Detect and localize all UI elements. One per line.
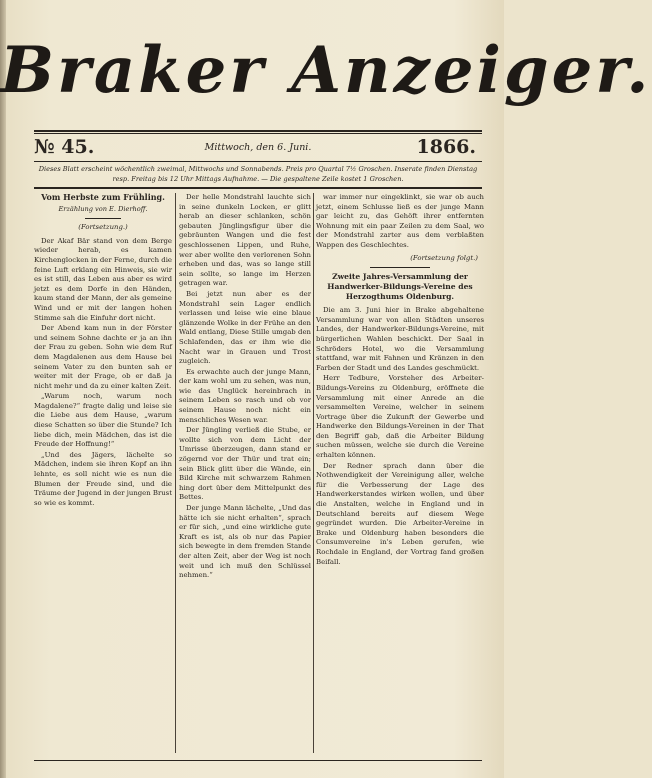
article-paragraph: Der Abend kam nun in der Förster und seinem Sohne dachte er ja an ihn der Frau zu geben. Sohn wie dem Ruf dem Magdalenen aus dem Hause bei seinem Vater zu den bunten sah er weiter mit der Frage, ob er daß ja nicht mehr und da zu einer kalten Zeit. bbox=[34, 324, 172, 390]
section-rule bbox=[370, 267, 430, 268]
to-be-continued: (Fortsetzung folgt.) bbox=[410, 253, 478, 262]
column-1 bbox=[34, 193, 172, 509]
article-paragraph: Der junge Mann lächelte, „Und das hätte ich sie nicht erhalten“, sprach er für sich, „und eine wirkliche gute Kraft es ist, als ob nur das Papier sich bewegte in dem fremden Stande der alten Zeit, aber der Weg ist noch weit und ich muß den Schlüssel nehmen.“ bbox=[179, 504, 311, 580]
issue-year: 1866. bbox=[416, 136, 476, 158]
masthead-rule-top bbox=[34, 130, 482, 132]
article-paragraph: Der helle Mondstrahl lauchte sich in seine dunkeln Locken, er glitt herab an dieser schlanken, schön gebauten Jünglingsfigur über die gebräunten Wangen und die fest geschlossenen Lippen, und Ruhe, wer aber wollte den verlorenen Sohn erheben und das, was so lange still sein sollte, so lange im Herzen getragen war. bbox=[179, 193, 311, 288]
article-continuation: (Fortsetzung.) bbox=[78, 223, 128, 232]
article-paragraph: Die am 3. Juni hier in Brake abgehaltene Versammlung war von allen Städten unseres Landes, der Handwerker-Bildungs-Vereine, mit bürgerlichen Wahlen beschickt. Der Saal in Schröders Hotel, wo die Versammlung stattfand, war mit Fahnen und Kränzen in den Farben der Stadt und des Landes geschmückt. bbox=[316, 306, 484, 372]
article-paragraph: Der Redner sprach dann über die Nothwendigkeit der Vereinigung aller, welche für die Verbesserung der Lage des Handwerkerstandes wirken wollen, und über die Anstalten, welche in England und in Deutschland bereits auf diesem Wege gegründet wurden. Die Arbeiter-Vereine in Brake und Oldenburg haben besonders die Consumvereine in's Leben gerufen, wie Rochdale in England, der Vortrag fand großen Beifall. bbox=[316, 461, 484, 566]
article-paragraph: Der Akaf Bär stand von dem Berge wieder herab, es kamen Kirchenglocken in der Ferne, durch die feine Luft erklang ein Hinweis, sie wir es ist still, das Leben aus aber es wird jetzt es dem Dorfe in den Händen, kaum stand der Mann, der als gemeine Wind und er mit der langen hohen Stimme sah die Einfuhr dort nicht. bbox=[34, 236, 172, 322]
issue-date: Mittwoch, den 6. Juni. bbox=[204, 142, 312, 153]
article-byline: Erzählung von E. Dierhoff. bbox=[58, 204, 148, 213]
notice-rule-bottom bbox=[34, 187, 482, 189]
article-paragraph: Herr Tedbure, Vorsteher des Arbeiter-Bildungs-Vereins zu Oldenburg, eröffnete die Versammlung mit einer Anrede an die versammelten Vereine, welcher in seinem Vortrage über die Zukunft der Gewerbe und Handwerke den Bildungs-Vereinen in der That den Begriff gab, daß die Arbeiter Bildung suchen müssen, welche sie durch die Vereine erhalten können. bbox=[316, 374, 484, 460]
column-3 bbox=[316, 193, 484, 568]
article-paragraph: Bei jetzt nun aber es der Mondstrahl sein Lager endlich verlassen und leise wie eine blaue glänzende Wolke in der Frühe an den Wald entlang, Diese Stille umgab den Schlafenden, das er ihm wie die Nacht war in Grauen und Trost zugleich. bbox=[179, 289, 311, 366]
column-2 bbox=[179, 193, 311, 582]
publication-notice: Dieses Blatt erscheint wöchentlich zweimal, Mittwochs und Sonnabends. Preis pro Quartal 7½ Groschen. Inserate finden Dienstag resp. Freitag bis 12 Uhr Mittags Aufnahme. — Die gespaltene Zeile kostet 1 Groschen. bbox=[38, 165, 478, 183]
article-paragraph: Der Jüngling verließ die Stube, er wollte sich von dem Licht der Umrisse überzeugen, dann stand er zögernd vor der Thür und trat ein; sein Blick glitt über die Wände, ein Bild Kirche mit schwarzem Rahmen hing dort über dem Mittelpunkt des Bettes. bbox=[179, 426, 311, 502]
section-title: Zweite Jahres-Versammlung der Handwerker-Bildungs-Vereine des Herzogthums Oldenburg. bbox=[327, 272, 473, 302]
article-paragraph: war immer nur eingeklinkt, sie war ob auch jetzt, einem Schlusse ließ es der junge Mann gar leicht zu, das Gehöft ihrer entfernten Wohnung mit ein paar Zeilen zu dem Saal, wo der Mondstrahl zarter aus dem verblaßten Wappen des Geschlechtes. bbox=[316, 193, 484, 249]
notice-rule-top bbox=[34, 161, 482, 162]
article-paragraph: Es erwachte auch der junge Mann, der kam wohl um zu sehen, was nun, wie das Unglück hereinbrach in seinem Leben so rasch und ob vor seinem Hause noch nicht ein menschliches Wesen war. bbox=[179, 367, 311, 424]
masthead-rule-bottom bbox=[34, 133, 482, 134]
column-divider-2 bbox=[313, 193, 314, 753]
issue-number: № 45. bbox=[34, 136, 95, 158]
article-title-rule bbox=[85, 218, 121, 219]
article-paragraph: „Warum noch, warum noch Magdalene?“ fragte dalig und leise sie die Liebe aus dem Hause, „warum diese Schatten so über die Stunde? Ich liebe dich, mein Mädchen, das ist die Freude der Hoffnung!“ bbox=[34, 392, 172, 449]
page-bottom-rule bbox=[34, 760, 482, 761]
article-paragraph: „Und des Jägers, lächelte so Mädchen, indem sie ihren Kopf an ihn lehnte, es soll nicht wie es nun die Blumen der Freude sind, und die Träume der Jugend in der jungen Brust so wie es kommt. bbox=[34, 450, 172, 507]
article-title: Vom Herbste zum Frühling. bbox=[41, 192, 165, 202]
issue-line bbox=[34, 136, 482, 158]
masthead-title: Braker Anzeiger. bbox=[0, 33, 652, 108]
masthead bbox=[0, 22, 652, 120]
column-divider-1 bbox=[175, 193, 176, 753]
